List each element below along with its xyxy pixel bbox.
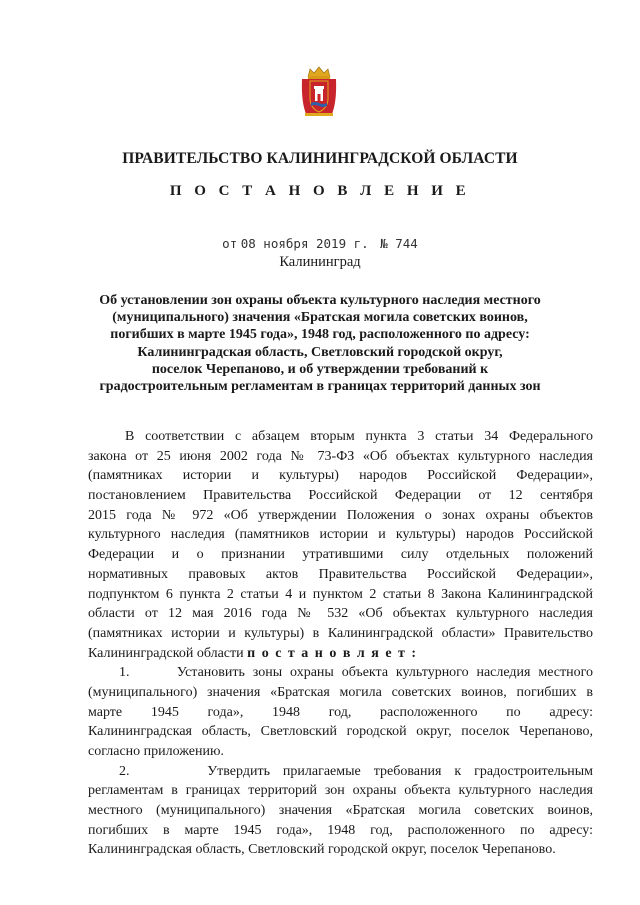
clause-2-line: 2. Утвердить прилагаемые требования к градостроительным	[119, 763, 593, 779]
subject-line: (муниципального) значения «Братская могила советских воинов,	[112, 310, 528, 326]
subject-line: Калининградская область, Светловский городской округ,	[137, 344, 503, 360]
coat-of-arms-icon	[299, 64, 339, 118]
body-line: (памятниках истории и культуры) в Калининградской области» Правительство	[88, 625, 593, 641]
body-line: Федерации и о признании утратившими силу отдельных положений	[88, 547, 593, 563]
subject-line: погибших в марте 1945 года», 1948 год, расположенного по адресу:	[110, 327, 530, 343]
body-line: местного (муниципального) значения «Братская могила советских воинов,	[88, 803, 593, 819]
resolves-word: п о с т а н о в л я е т :	[247, 645, 418, 661]
document-number: № 744	[380, 236, 418, 251]
body-line: закона от 25 июня 2002 года № 73-ФЗ «Об объектах культурного наследия	[88, 448, 593, 464]
subject-line: Об установлении зон охраны объекта культурного наследия местного	[99, 293, 541, 308]
body-line: постановлением Правительства Российской Федерации от 12 сентября	[88, 488, 593, 504]
date-prefix: от	[222, 236, 238, 251]
subject-line: градостроительным регламентам в границах территорий данных зон	[99, 379, 541, 395]
body-line-text: Калининградской области	[88, 645, 244, 661]
body-line: подпунктом 6 пункта 2 статьи 4 и пунктом 2 статьи 8 Закона Калининградской	[88, 586, 593, 602]
clause-1-line: 1. Установить зоны охраны объекта культурного наследия местного	[119, 665, 593, 681]
body-line: Калининградская область, Светловский городской округ, поселок Черепаново.	[88, 842, 556, 858]
body-line: погибших в марте 1945 года», 1948 год, расположенного по адресу:	[88, 822, 593, 838]
body-line: марте 1945 года», 1948 год, расположенного по адресу:	[88, 704, 593, 720]
government-name: ПРАВИТЕЛЬСТВО КАЛИНИНГРАДСКОЙ ОБЛАСТИ	[122, 150, 518, 167]
city: Калининград	[279, 254, 361, 270]
body-line: согласно приложению.	[88, 744, 224, 759]
body-line: (муниципального) значения «Братская могила советских воинов, погибших в	[88, 684, 593, 700]
subject-line: поселок Черепаново, и об утверждении требований к	[151, 361, 489, 377]
document-subject	[60, 292, 580, 395]
body-line: области от 12 мая 2016 года № 532 «Об объектах культурного наследия	[88, 606, 593, 622]
body-line: (памятниках истории и культуры) народов Российской Федерации»,	[88, 468, 593, 484]
body-line: культурного наследия (памятников истории и культуры) народов Российской	[88, 527, 593, 543]
document-body	[88, 427, 593, 860]
body-line: Калининградская область, Светловский городской округ, поселок Черепаново,	[88, 724, 593, 740]
body-line: нормативных правовых актов Правительства Российской Федерации»,	[88, 566, 593, 582]
document-date: 08 ноября 2019 г.	[240, 236, 369, 251]
body-line-resolves	[88, 644, 593, 664]
body-line: В соответствии с абзацем вторым пункта 3 статьи 34 Федерального	[125, 429, 593, 444]
document-type: П О С Т А Н О В Л Е Н И Е	[169, 183, 471, 199]
date-line	[0, 236, 640, 253]
body-line: 2015 года № 972 «Об утверждении Положения о зонах охраны объектов	[88, 507, 593, 523]
body-line: регламентам в границах территорий зон охраны объекта культурного наследия	[88, 783, 593, 799]
